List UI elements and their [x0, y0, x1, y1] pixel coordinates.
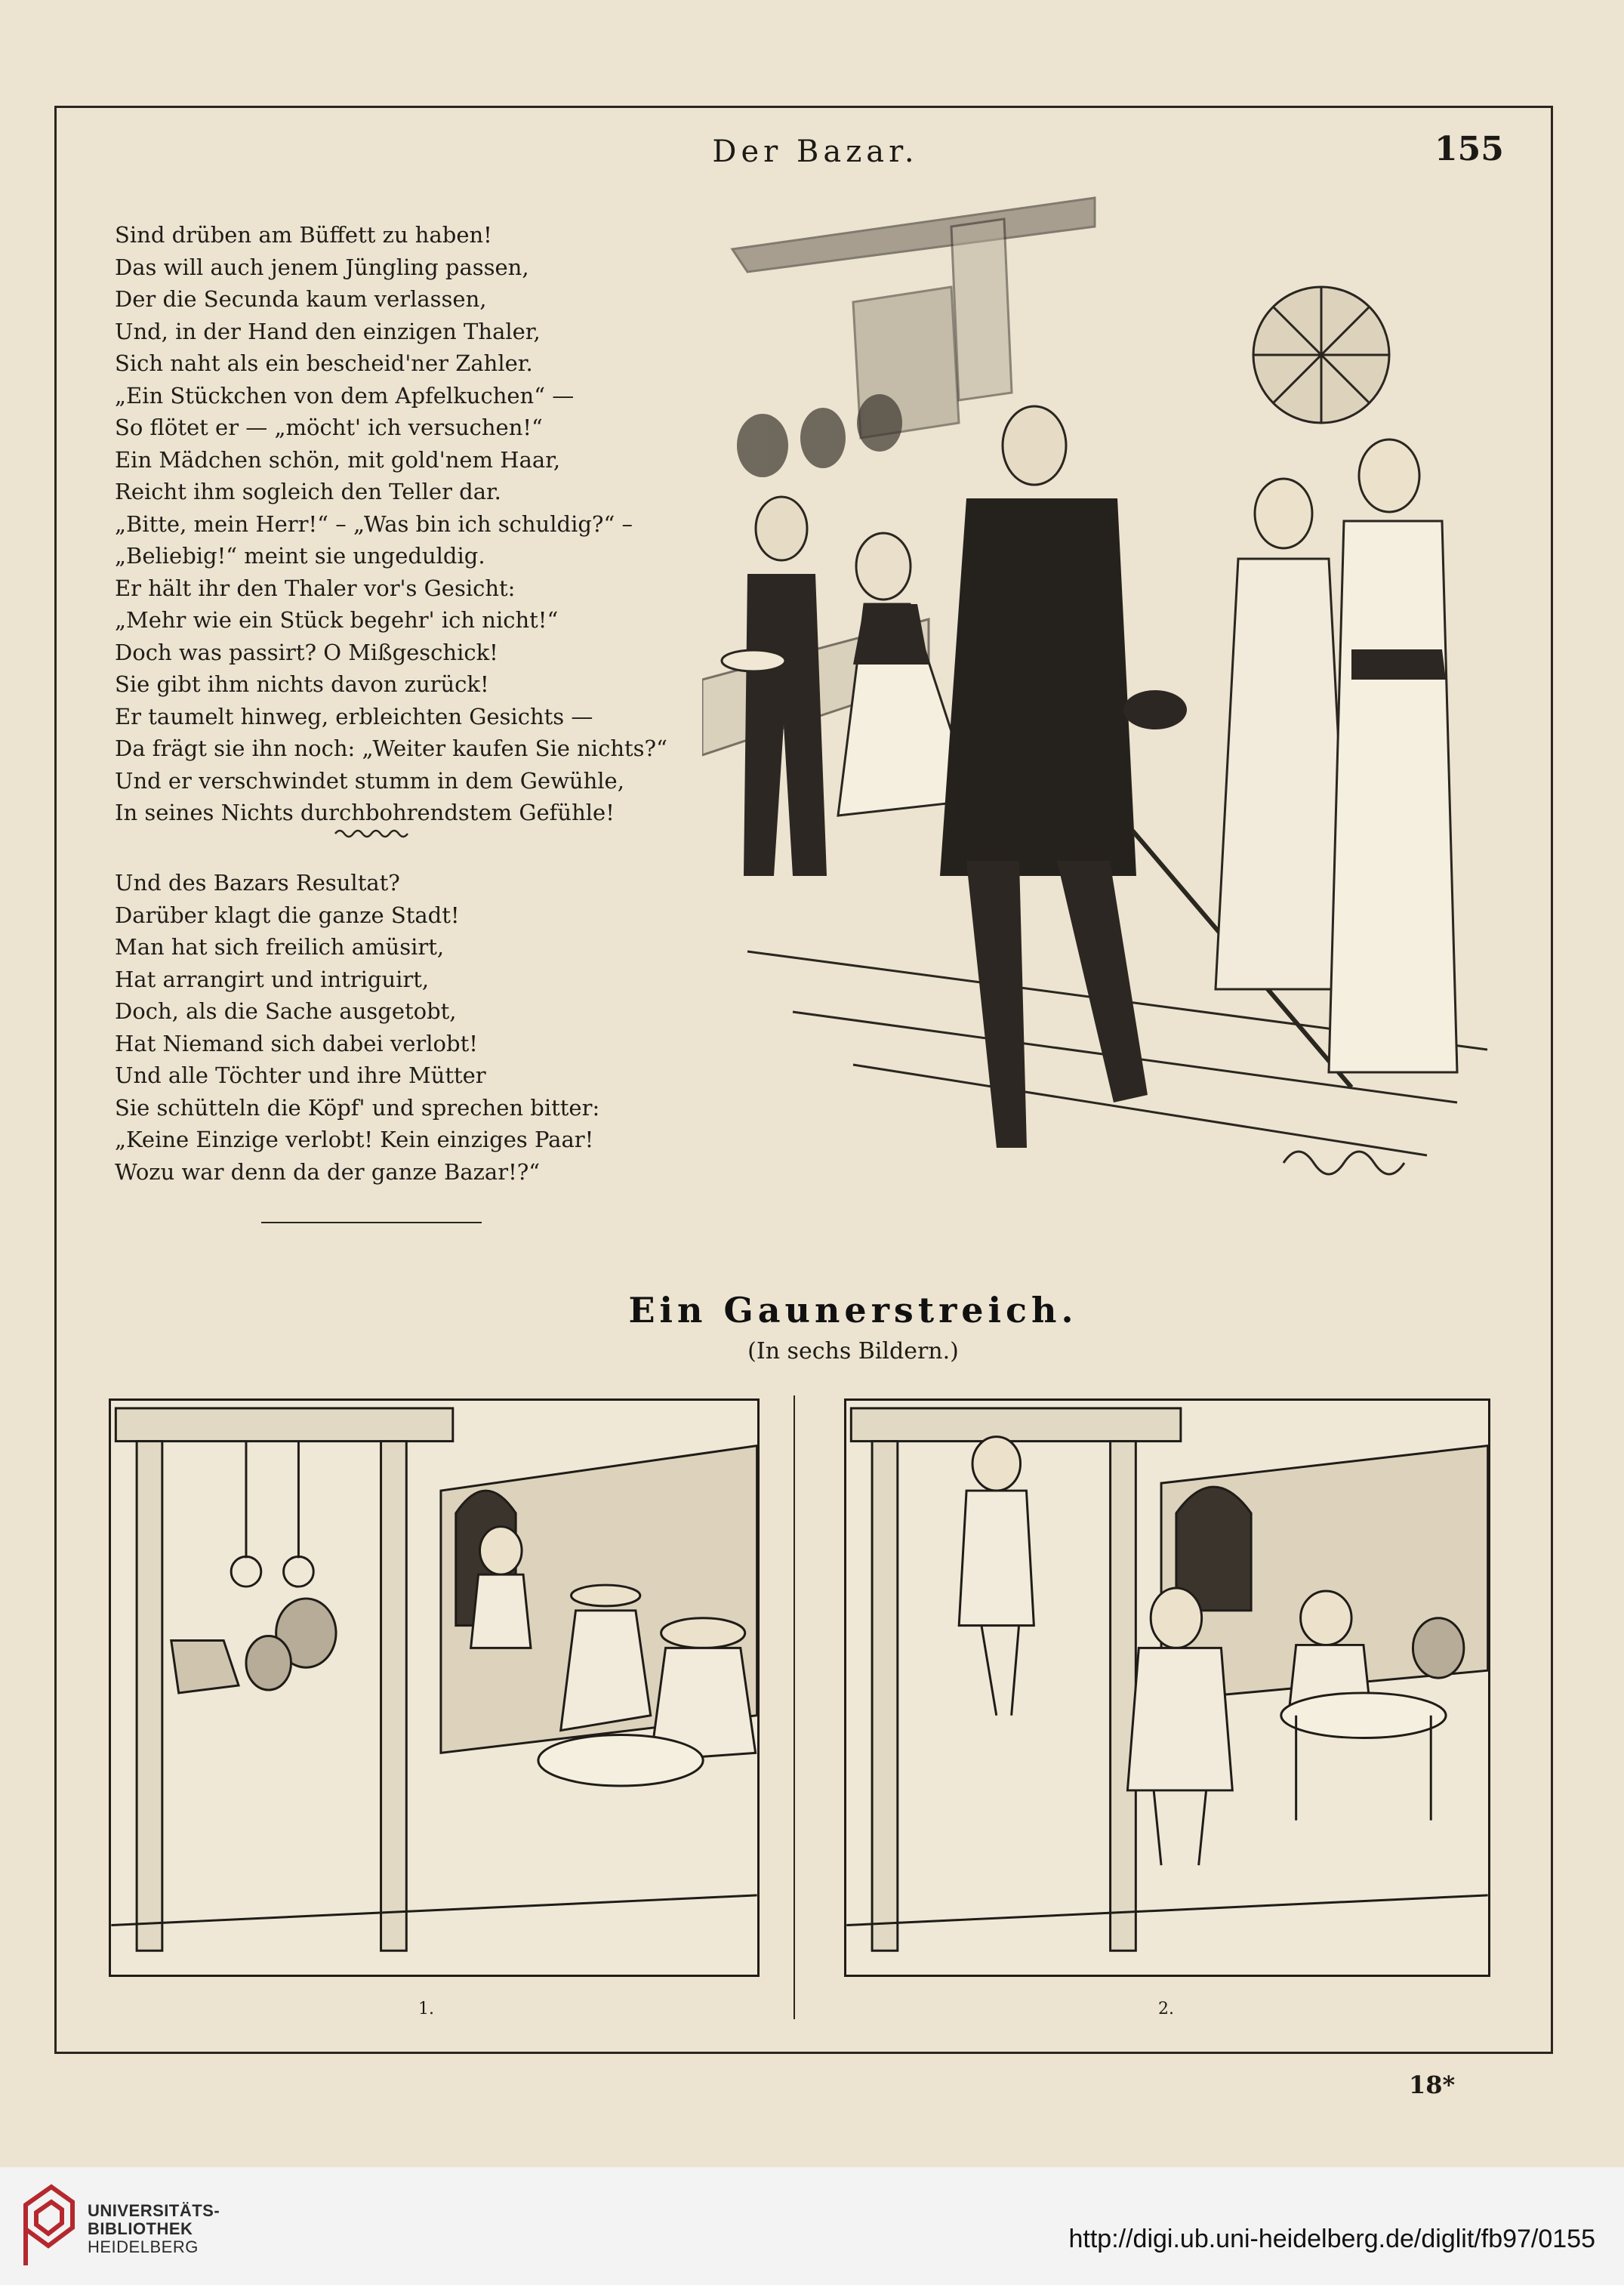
poem-line: „Beliebig!“ meint sie ungeduldig. [115, 543, 485, 569]
poem-line: Doch, als die Sache ausgetobt, [115, 998, 457, 1024]
poem-line: In seines Nichts durchbohrendstem Gefühle! [115, 800, 615, 825]
source-url-link[interactable]: http://digi.ub.uni-heidelberg.de/diglit/fb97/0155 [1068, 2225, 1595, 2253]
panel-1-caption: 1. [418, 2000, 434, 2018]
poem-line: Und, in der Hand den einzigen Thaler, [115, 318, 541, 344]
poem-end-rule [261, 1222, 482, 1223]
signature-mark: 18* [1409, 2071, 1456, 2099]
poem-line: Hat arrangirt und intriguirt, [115, 966, 430, 992]
running-title: Der Bazar. [712, 134, 919, 169]
poem-line: So flötet er — „möcht' ich versuchen!“ [115, 415, 543, 440]
poem-line: Da frägt sie ihn noch: „Weiter kaufen Sie nichts?“ [115, 735, 667, 761]
poem-line: Sich naht als ein bescheid'ner Zahler. [115, 350, 533, 376]
poem-line: Er hält ihr den Thaler vor's Gesicht: [115, 575, 516, 601]
section-title: Ein Gaunerstreich. [628, 1290, 1078, 1331]
poem-line: Reicht ihm sogleich den Teller dar. [115, 479, 501, 504]
university-logo-text [88, 2202, 220, 2256]
poem-line: Sie schütteln die Köpf' und sprechen bitter: [115, 1094, 600, 1121]
panel-1-illustration [111, 1401, 757, 1975]
logo-line: UNIVERSITÄTS- [88, 2201, 220, 2220]
page-number: 155 [1434, 130, 1504, 168]
poem-line: Der die Secunda kaum verlassen, [115, 286, 487, 312]
poem-line: Doch was passirt? O Mißgeschick! [115, 639, 498, 665]
poem-line: Darüber klagt die ganze Stadt! [115, 902, 460, 928]
panel-divider [794, 1395, 795, 2019]
poem-line: Und er verschwindet stumm in dem Gewühle, [115, 767, 624, 794]
poem-line: Hat Niemand sich dabei verlobt! [115, 1030, 478, 1056]
comic-panel-1 [109, 1398, 760, 1977]
poem-line: „Ein Stückchen von dem Apfelkuchen“ — [115, 382, 575, 409]
panel-2-caption: 2. [1158, 2000, 1174, 2018]
poem-line: Und alle Töchter und ihre Mütter [115, 1062, 486, 1088]
poem-line: Das will auch jenem Jüngling passen, [115, 254, 529, 280]
poem-line: Sie gibt ihm nichts davon zurück! [115, 671, 489, 697]
poem-stanza-2 [115, 867, 704, 1188]
stanza-divider-ornament [334, 826, 409, 841]
poem-line: „Bitte, mein Herr!“ – „Was bin ich schuldig?“ – [115, 510, 633, 537]
university-logo-icon[interactable] [21, 2182, 77, 2271]
comic-panel-2 [844, 1398, 1490, 1977]
ladies-figures [1216, 439, 1457, 1072]
panel-2-illustration [846, 1401, 1488, 1975]
poem-line: Er taumelt hinweg, erbleichten Gesichts — [115, 703, 593, 729]
logo-line: HEIDELBERG [88, 2237, 199, 2256]
poem-line: Ein Mädchen schön, mit gold'nem Haar, [115, 446, 561, 473]
poem-line: Sind drüben am Büffett zu haben! [115, 222, 492, 248]
poem-line: Und des Bazars Resultat? [115, 870, 400, 896]
poem-line: Man hat sich freilich amüsirt, [115, 934, 445, 960]
logo-line: BIBLIOTHEK [88, 2219, 193, 2238]
section-subtitle: (In sechs Bildern.) [747, 1338, 959, 1365]
bazaar-illustration [702, 196, 1502, 1208]
poem-line: „Mehr wie ein Stück begehr' ich nicht!“ [115, 607, 559, 633]
footer-bar [0, 2167, 1624, 2285]
poem-line: Wozu war denn da der ganze Bazar!?“ [115, 1158, 541, 1185]
poem-stanza-1 [115, 219, 704, 829]
poem-line: „Keine Einzige verlobt! Kein einziges Paar! [115, 1127, 594, 1152]
